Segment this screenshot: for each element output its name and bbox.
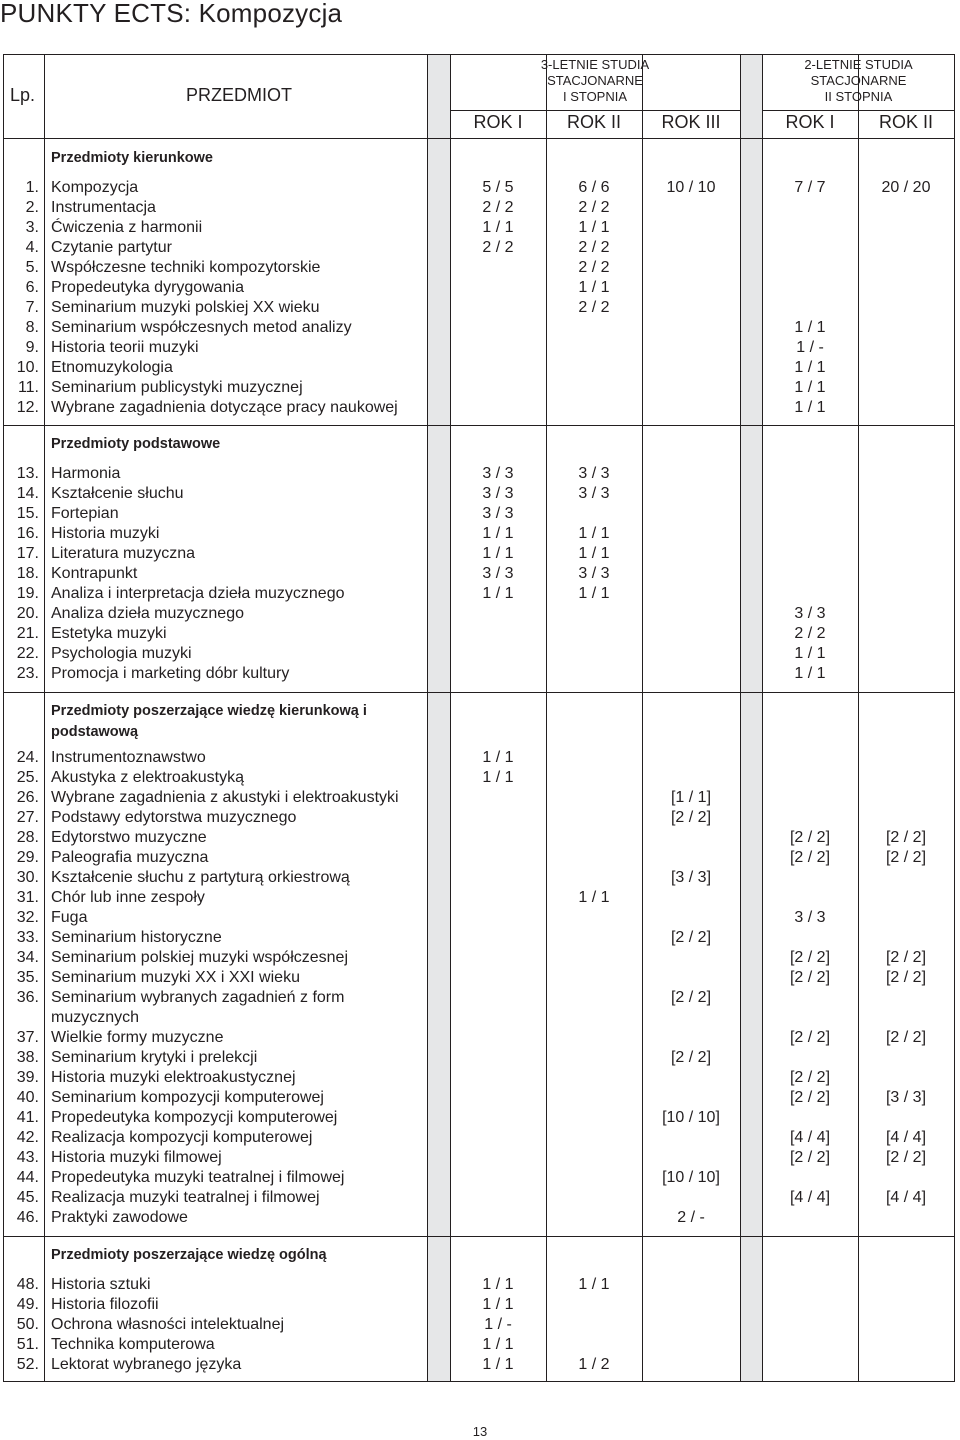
row-number: 38.: [16, 1049, 39, 1066]
table-row: [0, 378, 960, 398]
ects-cell: 3 / 3: [482, 565, 514, 582]
row-number: 40.: [16, 1089, 39, 1106]
ects-cell: [2 / 2]: [885, 829, 927, 846]
row-number: 31.: [16, 889, 39, 906]
subject-name: Seminarium wybranych zagadnień z form muzycznych: [51, 989, 345, 1026]
table-row: [0, 928, 960, 948]
subject-name: Propedeutyka kompozycji komputerowej: [51, 1109, 338, 1126]
row-number: 10.: [16, 359, 39, 376]
table-row: [0, 584, 960, 604]
ects-cell: 1 / 1: [794, 645, 826, 662]
header-group-line: II STOPNIA: [824, 89, 893, 104]
subject-name: Współczesne techniki kompozytorskie: [51, 259, 321, 276]
ects-cell: 1 / 1: [482, 1276, 514, 1293]
row-number: 23.: [16, 665, 39, 682]
table-row: [0, 238, 960, 258]
subject-name: Seminarium muzyki XX i XXI wieku: [51, 969, 300, 986]
subject-name: Paleografia muzyczna: [51, 849, 209, 866]
subject-name: Akustyka z elektroakustyką: [51, 769, 244, 786]
table-row: [0, 948, 960, 968]
ects-cell: 1 / 1: [578, 889, 610, 906]
row-number: 8.: [25, 319, 39, 336]
page-number: 13: [472, 1424, 488, 1439]
ects-cell: 1 / 1: [482, 1336, 514, 1353]
row-number: 45.: [16, 1189, 39, 1206]
subject-name: Realizacja muzyki teatralnej i filmowej: [51, 1189, 320, 1206]
subject-name: Estetyka muzyki: [51, 625, 167, 642]
table-row: [0, 1355, 960, 1375]
ects-cell: 5 / 5: [482, 179, 514, 196]
subject-name: Analiza dzieła muzycznego: [51, 605, 244, 622]
ects-cell: 1 / 1: [794, 665, 826, 682]
ects-cell: [2 / 2]: [789, 1029, 831, 1046]
table-row: [0, 1335, 960, 1355]
row-number: 30.: [16, 869, 39, 886]
row-number: 42.: [16, 1129, 39, 1146]
row-number: 22.: [16, 645, 39, 662]
row-number: 11.: [17, 379, 39, 396]
row-number: 52.: [16, 1356, 39, 1373]
ects-cell: 1 / 1: [794, 359, 826, 376]
ects-cell: 1 / -: [484, 1316, 512, 1333]
table-row: [0, 788, 960, 808]
row-number: 17.: [16, 545, 39, 562]
row-number: 36.: [16, 989, 39, 1006]
ects-cell: [2 / 2]: [885, 1029, 927, 1046]
row-number: 43.: [16, 1149, 39, 1166]
ects-cell: [2 / 2]: [885, 1149, 927, 1166]
table-row: [0, 624, 960, 644]
table-row: [0, 398, 960, 418]
header-year: ROK I: [473, 112, 523, 132]
ects-cell: 1 / 1: [794, 319, 826, 336]
subject-name: Seminarium polskiej muzyki współczesnej: [51, 949, 348, 966]
row-number: 25.: [16, 769, 39, 786]
header-group-line: 2-LETNIE STUDIA: [804, 57, 913, 72]
table-row: [0, 888, 960, 908]
subject-name: Czytanie partytur: [51, 239, 172, 256]
ects-cell: [2 / 2]: [670, 1049, 712, 1066]
ects-cell: 10 / 10: [666, 179, 716, 196]
row-number: 29.: [16, 849, 39, 866]
table-row: [0, 1088, 960, 1108]
row-number: 9.: [25, 339, 39, 356]
table-row: [0, 338, 960, 358]
ects-cell: [2 / 2]: [789, 969, 831, 986]
ects-cell: [1 / 1]: [670, 789, 712, 806]
row-number: 19.: [16, 585, 39, 602]
subject-name: Wybrane zagadnienia dotyczące pracy naukowej: [51, 399, 398, 416]
row-number: 16.: [16, 525, 39, 542]
ects-cell: [2 / 2]: [885, 849, 927, 866]
header-group-2-year: [762, 57, 955, 105]
page-title: PUNKTY ECTS: Kompozycja: [0, 0, 343, 28]
table-row: [0, 768, 960, 788]
ects-cell: [4 / 4]: [789, 1189, 831, 1206]
subject-name: Ochrona własności intelektualnej: [51, 1316, 285, 1333]
table-row: [0, 318, 960, 338]
subject-name: Kształcenie słuchu: [51, 485, 184, 502]
row-number: 27.: [16, 809, 39, 826]
subject-name: Kontrapunkt: [51, 565, 138, 582]
table-row: [0, 178, 960, 198]
header-year: ROK III: [661, 112, 721, 132]
table-row: [0, 358, 960, 378]
row-number: 3.: [25, 219, 39, 236]
ects-cell: [2 / 2]: [789, 829, 831, 846]
ects-cell: 1 / 1: [482, 525, 514, 542]
ects-cell: 1 / 1: [794, 379, 826, 396]
table-row: [0, 258, 960, 278]
section-heading: Przedmioty poszerzające wiedzę ogólną: [51, 1247, 327, 1263]
subject-name: Instrumentacja: [51, 199, 156, 216]
ects-cell: 1 / 2: [578, 1356, 610, 1373]
ects-cell: [2 / 2]: [789, 1089, 831, 1106]
ects-cell: 2 / 2: [578, 299, 610, 316]
row-number: 48.: [16, 1276, 39, 1293]
ects-cell: [2 / 2]: [789, 1149, 831, 1166]
header-group-line: STACJONARNE: [547, 73, 643, 88]
subject-name: Podstawy edytorstwa muzycznego: [51, 809, 297, 826]
ects-cell: 2 / 2: [794, 625, 826, 642]
ects-cell: 7 / 7: [794, 179, 826, 196]
row-number: 13.: [16, 465, 39, 482]
subject-name: Seminarium współczesnych metod analizy: [51, 319, 352, 336]
table-row: [0, 868, 960, 888]
table-row: [0, 1028, 960, 1048]
table-row: [0, 908, 960, 928]
ects-cell: [2 / 2]: [789, 849, 831, 866]
table-row: [0, 1108, 960, 1128]
row-number: 12.: [16, 399, 39, 416]
ects-cell: 2 / 2: [482, 239, 514, 256]
ects-cell: [3 / 3]: [670, 869, 712, 886]
section-divider: [3, 1236, 955, 1237]
header-divider: [450, 110, 740, 111]
row-number: 14.: [16, 485, 39, 502]
ects-cell: 6 / 6: [578, 179, 610, 196]
subject-name: Historia teorii muzyki: [51, 339, 199, 356]
ects-cell: [10 / 10]: [662, 1109, 720, 1126]
ects-cell: 1 / 1: [482, 219, 514, 236]
ects-cell: 1 / 1: [578, 545, 610, 562]
ects-cell: [10 / 10]: [662, 1169, 720, 1186]
ects-cell: [2 / 2]: [670, 929, 712, 946]
subject-name: Historia muzyki: [51, 525, 160, 542]
ects-cell: [2 / 2]: [670, 809, 712, 826]
ects-cell: 1 / 1: [578, 219, 610, 236]
table-row: [0, 1315, 960, 1335]
ects-cell: 3 / 3: [794, 605, 826, 622]
table-row: [0, 848, 960, 868]
ects-cell: [3 / 3]: [885, 1089, 927, 1106]
ects-cell: 2 / 2: [578, 239, 610, 256]
table-row: [0, 988, 960, 1026]
subject-name: Realizacja kompozycji komputerowej: [51, 1129, 313, 1146]
table-row: [0, 1048, 960, 1068]
subject-name: Seminarium publicystyki muzycznej: [51, 379, 303, 396]
table-row: [0, 644, 960, 664]
ects-cell: 3 / 3: [482, 485, 514, 502]
table-row: [0, 1295, 960, 1315]
ects-cell: 1 / 1: [794, 399, 826, 416]
table-row: [0, 1128, 960, 1148]
subject-name: Promocja i marketing dóbr kultury: [51, 665, 290, 682]
row-number: 28.: [16, 829, 39, 846]
section-heading: Przedmioty kierunkowe: [51, 150, 213, 166]
ects-cell: 1 / 1: [578, 279, 610, 296]
table-row: [0, 484, 960, 504]
ects-cell: 1 / 1: [482, 1296, 514, 1313]
table-row: [0, 968, 960, 988]
table-row: [0, 524, 960, 544]
subject-name: Analiza i interpretacja dzieła muzycznego: [51, 585, 345, 602]
subject-name: Praktyki zawodowe: [51, 1209, 188, 1226]
subject-name: Seminarium kompozycji komputerowej: [51, 1089, 324, 1106]
ects-cell: 2 / 2: [482, 199, 514, 216]
table-row: [0, 198, 960, 218]
header-group-line: I STOPNIA: [562, 89, 628, 104]
subject-name: Harmonia: [51, 465, 121, 482]
subject-name: Instrumentoznawstwo: [51, 749, 206, 766]
table-row: [0, 464, 960, 484]
row-number: 50.: [16, 1316, 39, 1333]
ects-cell: 3 / 3: [578, 565, 610, 582]
header-group-line: 3-LETNIE STUDIA: [540, 57, 650, 72]
section-divider: [3, 692, 955, 693]
table-row: [0, 1168, 960, 1188]
ects-cell: 1 / 1: [578, 525, 610, 542]
header-lp: Lp.: [10, 85, 36, 105]
row-number: 20.: [16, 605, 39, 622]
row-number: 51.: [16, 1336, 39, 1353]
row-number: 1.: [25, 179, 39, 196]
subject-name: Technika komputerowa: [51, 1336, 215, 1353]
ects-cell: 1 / 1: [482, 769, 514, 786]
subject-name: Kształcenie słuchu z partyturą orkiestrową: [51, 869, 350, 886]
row-number: 4.: [25, 239, 39, 256]
ects-cell: 1 / 1: [482, 585, 514, 602]
ects-cell: 2 / 2: [578, 259, 610, 276]
header-year: ROK II: [878, 112, 933, 132]
row-number: 7.: [25, 299, 39, 316]
section-divider: [3, 425, 955, 426]
row-number: 32.: [16, 909, 39, 926]
row-number: 49.: [16, 1296, 39, 1313]
header-subject: PRZEDMIOT: [186, 85, 292, 105]
subject-name: Seminarium muzyki polskiej XX wieku: [51, 299, 320, 316]
table-row: [0, 504, 960, 524]
header-bottom-rule: [3, 138, 955, 139]
ects-cell: 1 / 1: [578, 585, 610, 602]
header-year: ROK I: [785, 112, 835, 132]
header-group-3-year: [450, 57, 740, 105]
ects-cell: [4 / 4]: [789, 1129, 831, 1146]
table-row: [0, 748, 960, 768]
ects-cell: 1 / 1: [482, 545, 514, 562]
subject-name: Wybrane zagadnienia z akustyki i elektroakustyki: [51, 789, 399, 806]
header-divider: [762, 110, 955, 111]
ects-cell: 2 / 2: [578, 199, 610, 216]
subject-name: Literatura muzyczna: [51, 545, 196, 562]
table-row: [0, 1208, 960, 1228]
subject-name: Historia sztuki: [51, 1276, 151, 1293]
ects-cell: 3 / 3: [578, 485, 610, 502]
ects-cell: [4 / 4]: [885, 1189, 927, 1206]
ects-cell: [2 / 2]: [670, 989, 712, 1006]
ects-cell: 1 / 1: [482, 1356, 514, 1373]
table-row: [0, 1148, 960, 1168]
subject-name: Seminarium historyczne: [51, 929, 222, 946]
row-number: 37.: [16, 1029, 39, 1046]
section-heading: Przedmioty podstawowe: [51, 436, 221, 452]
table-row: [0, 664, 960, 684]
subject-name: Historia filozofii: [51, 1296, 159, 1313]
row-number: 33.: [16, 929, 39, 946]
subject-name: Fortepian: [51, 505, 119, 522]
row-number: 41.: [16, 1109, 39, 1126]
table-row: [0, 298, 960, 318]
ects-cell: [2 / 2]: [789, 949, 831, 966]
row-number: 18.: [16, 565, 39, 582]
subject-name: Etnomuzykologia: [51, 359, 173, 376]
row-number: 24.: [16, 749, 39, 766]
subject-name: Lektorat wybranego języka: [51, 1356, 242, 1373]
subject-name: Edytorstwo muzyczne: [51, 829, 207, 846]
subject-name: Psychologia muzyki: [51, 645, 192, 662]
row-number: 21.: [16, 625, 39, 642]
ects-cell: [4 / 4]: [885, 1129, 927, 1146]
ects-cell: 3 / 3: [578, 465, 610, 482]
ects-cell: 1 / 1: [482, 749, 514, 766]
ects-cell: 1 / 1: [578, 1276, 610, 1293]
ects-cell: 1 / -: [796, 339, 824, 356]
subject-name: Propedeutyka dyrygowania: [51, 279, 245, 296]
ects-cell: 3 / 3: [482, 465, 514, 482]
header-year: ROK II: [566, 112, 621, 132]
table-row: [0, 278, 960, 298]
subject-name: Wielkie formy muzyczne: [51, 1029, 224, 1046]
table-row: [0, 1188, 960, 1208]
ects-cell: 2 / -: [677, 1209, 705, 1226]
subject-name: Historia muzyki elektroakustycznej: [51, 1069, 296, 1086]
ects-cell: [2 / 2]: [789, 1069, 831, 1086]
subject-name: Ćwiczenia z harmonii: [51, 219, 203, 236]
row-number: 35.: [16, 969, 39, 986]
ects-cell: 20 / 20: [881, 179, 931, 196]
row-number: 2.: [25, 199, 39, 216]
table-row: [0, 1068, 960, 1088]
table-row: [0, 828, 960, 848]
row-number: 6.: [25, 279, 39, 296]
table-row: [0, 604, 960, 624]
table-row: [0, 564, 960, 584]
row-number: 46.: [16, 1209, 39, 1226]
row-number: 44.: [16, 1169, 39, 1186]
table-row: [0, 218, 960, 238]
table-row: [0, 808, 960, 828]
ects-cell: [2 / 2]: [885, 949, 927, 966]
row-number: 26.: [16, 789, 39, 806]
row-number: 15.: [16, 505, 39, 522]
row-number: 5.: [25, 259, 39, 276]
row-number: 39.: [16, 1069, 39, 1086]
ects-cell: 3 / 3: [482, 505, 514, 522]
table-row: [0, 1275, 960, 1295]
header-group-line: STACJONARNE: [810, 73, 907, 88]
subject-name: Seminarium krytyki i prelekcji: [51, 1049, 258, 1066]
subject-name: Kompozycja: [51, 179, 139, 196]
ects-cell: 3 / 3: [794, 909, 826, 926]
section-heading: Przedmioty poszerzające wiedzę kierunkową i podstawową: [51, 703, 367, 740]
subject-name: Chór lub inne zespoły: [51, 889, 205, 906]
subject-name: Propedeutyka muzyki teatralnej i filmowej: [51, 1169, 345, 1186]
subject-name: Historia muzyki filmowej: [51, 1149, 222, 1166]
subject-name: Fuga: [51, 909, 88, 926]
ects-cell: [2 / 2]: [885, 969, 927, 986]
row-number: 34.: [16, 949, 39, 966]
table-row: [0, 544, 960, 564]
